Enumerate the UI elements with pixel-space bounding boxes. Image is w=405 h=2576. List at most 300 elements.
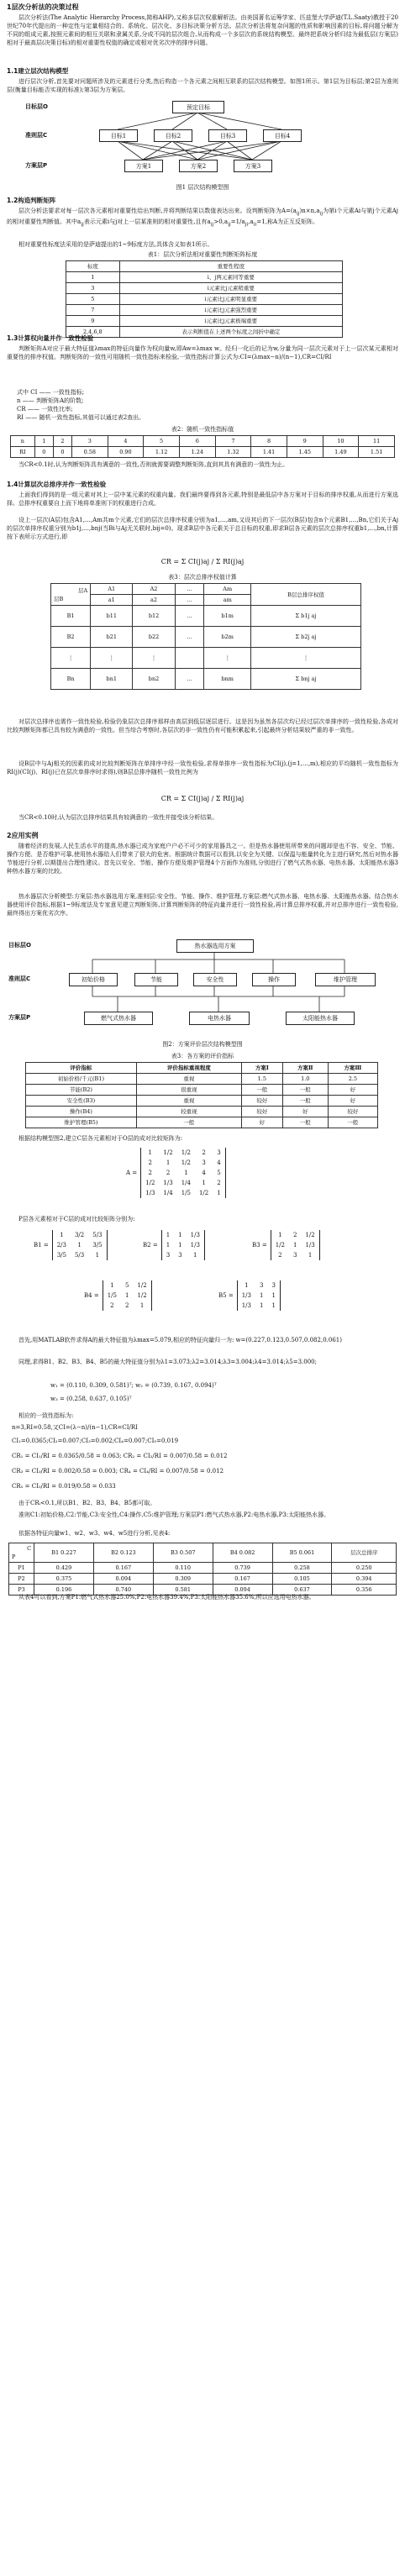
table-row: [66, 316, 343, 327]
definition-line: CR —— 一致性比率;: [17, 406, 73, 413]
matrix-cell: 3: [259, 1282, 264, 1289]
definition-line: n —— 判断矩阵A的阶数;: [17, 397, 84, 404]
table-cell: 安全性(B3): [26, 1096, 137, 1107]
table-cell: 2.5: [328, 1074, 377, 1085]
matrix-b1: [34, 1230, 108, 1260]
cr-values-line: CR₅ = CI₅/RI = 0.019/0.58 = 0.033: [12, 1483, 116, 1490]
table-cell: 1.45: [287, 447, 323, 458]
table-cell: 1.5: [241, 1074, 282, 1085]
table-cell: 11: [359, 436, 395, 447]
table-cell: 1.12: [144, 447, 180, 458]
section-1-4-heading: 1.4计算层次总排序并作一致性检验: [7, 481, 107, 488]
table-header: RI: [11, 447, 35, 458]
table-row: [66, 294, 343, 305]
criteria-node: 目标3: [208, 129, 247, 142]
section-2-paragraph-2: 热水器层次分析模型:方案层:热水器选用方案,准则层:安全性、节能、操作、维护管理,方案层:燃气式热水器、电热水器、太阳能热水器。结合热水器使用评价指标,根据1~9标度法及专家意见建立判断矩阵,计算判断矩阵的特征向量并进行一致性检验,再计算总排序权重,并对总排序进行一致性检验,最终得出方案优劣次序。: [7, 893, 398, 917]
table-header: 方案Ⅱ: [282, 1063, 328, 1074]
goal-node: 预定目标: [172, 101, 224, 113]
criteria-layer-label: 准则层C: [8, 975, 31, 982]
table-row: [9, 1574, 397, 1585]
table-row: [51, 627, 361, 648]
criteria-node: 目标2: [154, 129, 192, 142]
table-cell: 0.356: [332, 1585, 397, 1596]
table-4-caption: 表3：各方案的评价指标: [171, 1053, 234, 1059]
figure-1-caption: 图1 层次结构模型图: [176, 184, 229, 191]
table-cell: 0.110: [153, 1563, 213, 1574]
table-2-ri: [10, 435, 395, 458]
matrix-row: [141, 1158, 226, 1168]
matrix-cell: 2: [292, 1232, 297, 1238]
table-3-caption: 表3：层次总排序权值计算: [168, 574, 237, 581]
table-cell: 1: [66, 272, 120, 283]
table-cell: 初始价格/千元(B1): [26, 1074, 137, 1085]
matrix-cell: 1/3: [241, 1292, 251, 1299]
table-cell: bn2: [133, 669, 175, 690]
table-cell: 一般: [136, 1117, 241, 1128]
matrix-body: [237, 1280, 281, 1311]
matrix-cell: 1/2: [275, 1242, 285, 1249]
section-1-4-paragraph-4: 设B层中与Aj相关的因素的成对比较判断矩阵在单排序中经一致性检验,求得单排序一致性指标为CI(j),(j=1,…,m),相应的平均随机一致性指标为RI(j)(CI(j)、RI(j)已在层次单排序时求得),则B层总排序随机一致性比例为: [7, 760, 398, 775]
matrix-row: [271, 1250, 319, 1260]
plan-node: 方案2: [179, 160, 218, 172]
matrix-cell: 1/3: [305, 1242, 315, 1249]
table-cell: 较好: [241, 1107, 282, 1117]
table-cell: 1.49: [323, 447, 359, 458]
table-cell: 1: [34, 436, 53, 447]
matrix-name: A =: [126, 1170, 138, 1176]
matrix-cell: 1: [184, 1170, 188, 1176]
plan-node: 方案3: [234, 160, 272, 172]
goal-node: 热水器选用方案: [176, 939, 254, 953]
matrix-row: [237, 1301, 280, 1311]
symbol-definitions: [17, 388, 387, 422]
matrix-name: B2 =: [143, 1242, 158, 1249]
section-2-paragraph-3: 根据结构模型图2,建立C层各元素相对于O层的成对比较矩阵为:: [18, 1135, 183, 1142]
table-cell: ⋮: [204, 648, 251, 669]
table-cell: 5: [66, 294, 120, 305]
figure-2-caption: 图2：方案评价层次结构模型图: [162, 1041, 243, 1048]
table-cell: 0.581: [153, 1585, 213, 1596]
table-cell: b1m: [204, 606, 251, 627]
matrix-cell: 5/3: [74, 1252, 85, 1259]
table-row: [9, 1563, 397, 1574]
matrix-cell: 1/2: [163, 1149, 173, 1156]
corner-bottom-label: P: [12, 1553, 16, 1560]
matrix-cell: 1: [166, 1242, 171, 1249]
matrix-row: [52, 1230, 107, 1240]
table-cell: Bn: [51, 669, 91, 690]
table-cell: 0.309: [153, 1574, 213, 1585]
matrix-cell: 1/4: [181, 1180, 191, 1186]
plan-node: 燃气式热水器: [84, 1012, 153, 1025]
matrix-cell: 3: [178, 1252, 182, 1259]
table-row: [11, 436, 395, 447]
matrix-cell: 1: [245, 1282, 249, 1289]
criteria-node: 目标1: [99, 129, 138, 142]
table-cell: 1.24: [179, 447, 215, 458]
figure-1-hierarchy: [25, 101, 378, 181]
matrix-cell: 2/3: [56, 1242, 66, 1249]
table-3-total-ranking: [50, 583, 361, 690]
section-2-paragraph-11: 从表4可以看到,方案P1:燃气式热水器25.0%,P2:电热水器39.4%,P3:太阳能热水器35.6%,所以应选用电热水器。: [18, 1594, 315, 1601]
table-cell: Σ b2j aj: [250, 627, 360, 648]
matrix-cell: 3: [166, 1252, 171, 1259]
table-cell: b2m: [204, 627, 251, 648]
matrix-cell: 2: [166, 1170, 171, 1176]
matrix-body: [161, 1230, 205, 1260]
table-corner: [9, 1543, 34, 1563]
matrix-cell: 1/4: [163, 1190, 173, 1196]
matrix-cell: 2: [278, 1252, 282, 1259]
section-2-paragraph-7: 相应的一致性指标为:: [18, 1412, 74, 1419]
table-1-scale: [66, 260, 343, 338]
table-cell: b12: [133, 606, 175, 627]
table-header: a1: [91, 595, 133, 606]
table-header-row: [9, 1543, 397, 1563]
table-cell: 4: [108, 436, 144, 447]
table-cell: 表示判断值在上述两个标度之间折中确定: [119, 327, 342, 338]
table-header: …: [175, 595, 204, 606]
table-cell: 重视: [136, 1074, 241, 1085]
table-cell: …: [175, 669, 204, 690]
table-cell: 0.094: [93, 1574, 153, 1585]
matrix-cell: 1: [124, 1292, 129, 1299]
matrix-cell: 1/5: [107, 1292, 117, 1299]
table-cell: Σ b1j aj: [250, 606, 360, 627]
matrix-cell: 1: [95, 1252, 100, 1259]
goal-layer-label: 目标层O: [8, 942, 31, 949]
matrix-row: [103, 1301, 151, 1311]
table-header: n: [11, 436, 35, 447]
table-cell: 很重视: [136, 1085, 241, 1096]
section-1-3-heading: 1.3计算权向量并作一致性检验: [7, 334, 94, 342]
table-cell: …: [175, 606, 204, 627]
matrix-cell: 1: [148, 1149, 153, 1156]
table-cell: i、j两元素同等重要: [119, 272, 342, 283]
table-row: [51, 648, 361, 669]
table-cell: 好: [328, 1085, 377, 1096]
matrix-cell: 1/2: [181, 1149, 191, 1156]
section-2-paragraph-1: 随着经济的发展,人民生活水平的提高,热水器已成为家庭户户必不可少的家用器具之一。但是热水器使用所带来的问题却是也不容、安全、节能、操作方便、是否维护可靠,使用热水器给人们带来了很大的危害。根据统计数据可以看到,以安全为关键、以保温与能量转化为主进行研究,然后对热水器节能进行分析,以期提出合理性建议。首先以安全、节能、操作方便及维护管理4个方面作为准则,分别进行了燃气式热水器、电热水器、太阳能热水器3种热水器方案的比较。: [7, 843, 398, 875]
matrix-cell: 1: [77, 1242, 82, 1249]
table-header: am: [204, 595, 251, 606]
section-1-1-heading: 1.1建立层次结构模型: [7, 67, 69, 75]
matrix-body: [103, 1280, 152, 1311]
table-cell: 0.90: [108, 447, 144, 458]
matrix-row: [141, 1168, 226, 1178]
table-row: [26, 1096, 378, 1107]
table-cell: 9: [287, 436, 323, 447]
matrix-row: [271, 1240, 319, 1250]
matrix-cell: 1/5: [181, 1190, 191, 1196]
table-cell: 好: [328, 1096, 377, 1107]
table-cell: P3: [9, 1585, 34, 1596]
table-cell: Σ bnj aj: [250, 669, 360, 690]
table-cell: 1.41: [251, 447, 287, 458]
criteria-node: 维护管理: [315, 973, 376, 986]
section-2-paragraph-10: 依据各特征向量w1、w2、w3、w4、w5进行分析,见表4:: [18, 1530, 171, 1537]
matrix-cell: 3: [292, 1252, 297, 1259]
table-header: B5 0.061: [272, 1543, 332, 1563]
criteria-node: 操作: [252, 973, 296, 986]
table-cell: 0.429: [34, 1563, 94, 1574]
section-1-2-paragraph: 层次分析法要求对每一层次各元素相对重要性给出判断,并将判断结果以数值表达出来。设判断矩阵为$A=(a_{ij})n\times n,a_{ij}$为第i个元素Ai与第j个元素Aj的相对重要性判断值。其中$a_{ij}$表示元素i与j对上一层某准则的相对重要性,且有$a_{ij}>0,a_{ij}=1/a_{ji},a_{ii}=1$,称A为正互反矩阵。: [7, 208, 398, 228]
table-cell: b21: [91, 627, 133, 648]
matrix-cell: 1: [166, 1159, 171, 1166]
table-cell: 8: [251, 436, 287, 447]
section-1-1-paragraph: 进行层次分析,首先要对问题所涉及的元素进行分类,然后构造一个各元素之间相互联系的层次结构模型。如图1所示。第1层为目标层;第2层为准则层(衡量目标能否实现的标准);第3层为方案层。: [7, 78, 398, 93]
matrix-cell: 3: [217, 1149, 221, 1156]
matrix-cell: 1/3: [190, 1242, 200, 1249]
matrix-row: [161, 1240, 204, 1250]
plan-node: 方案1: [124, 160, 163, 172]
table-cell: 重视: [136, 1096, 241, 1107]
eigenvector-line: w₃ = (0.258, 0.637, 0.105)ᵀ: [50, 1396, 132, 1402]
matrix-b2: [143, 1230, 205, 1260]
section-1-2-heading: 1.2构造判断矩阵: [7, 197, 56, 204]
table-cell: 6: [179, 436, 215, 447]
matrix-a: [126, 1148, 226, 1198]
table-cell: i元素比j元素极端重要: [119, 316, 342, 327]
table-header: B2 0.123: [93, 1543, 153, 1563]
table-row: [51, 669, 361, 690]
cr-values-line: CR₃ = CI₃/RI = 0.002/0.58 = 0.003; CR₄ = CI₄/RI = 0.007/0.58 = 0.012: [12, 1468, 224, 1475]
plan-node: 太阳能热水器: [286, 1012, 355, 1025]
plan-layer-label: 方案层P: [8, 1014, 31, 1021]
matrix-cell: 1/2: [198, 1190, 209, 1196]
table-cell: 0.375: [34, 1574, 94, 1585]
table-cell: 好: [241, 1117, 282, 1128]
matrix-cell: 2: [148, 1170, 153, 1176]
plan-layer-label: 方案层P: [25, 162, 48, 169]
table-header: a2: [133, 595, 175, 606]
table-header: B3 0.507: [153, 1543, 213, 1563]
matrix-cell: 5: [124, 1282, 129, 1289]
table-cell: i元素比j元素稍重要: [119, 283, 342, 294]
table-corner: [51, 584, 91, 606]
table-cell: 0: [53, 447, 71, 458]
table-header: 层次总排序: [332, 1543, 397, 1563]
table-cell: 一般: [282, 1117, 328, 1128]
matrix-cell: 1: [60, 1232, 64, 1238]
matrix-cell: 1/3: [241, 1302, 251, 1309]
section-2-paragraph-5: 首先,用MATLAB软件求得A的最大特征值为λmax=5.079,相应的特征向量归一为: w=(0.227,0.123,0.507,0.082,0.061): [18, 1337, 342, 1343]
table-cell: 5: [144, 436, 180, 447]
matrix-b3: [252, 1230, 320, 1260]
table-header: A1: [91, 584, 133, 595]
table-4-criteria: [25, 1062, 378, 1128]
table-cell: 2: [53, 436, 71, 447]
table-row: [11, 447, 395, 458]
table-header: …: [175, 584, 204, 595]
table-cell: 7: [215, 436, 251, 447]
table-cell: 2,4,6,8: [66, 327, 120, 338]
table-cell: i元素比j元素强烈重要: [119, 305, 342, 316]
corner-top-label: C: [27, 1545, 32, 1552]
table-cell: 3: [66, 283, 120, 294]
matrix-row: [141, 1148, 226, 1158]
matrix-b4: [84, 1280, 152, 1311]
ci-values-line: CI₁=0.0365;CI₂=0.007;CI₃=0.002;CI₄=0.007;CI₅=0.019: [12, 1438, 179, 1444]
table-cell: 节能(B2): [26, 1085, 137, 1096]
matrix-row: [52, 1250, 107, 1260]
table-cell: 一般: [328, 1117, 377, 1128]
section-1-2-paragraph-2: 相对重要性标度法采用的是萨迪提出的1~9标度方法,具体含义如表1所示。: [18, 241, 213, 248]
table-header: 方案Ⅲ: [328, 1063, 377, 1074]
matrix-cell: 1: [166, 1232, 171, 1238]
table-header-row: [66, 261, 343, 272]
matrix-cell: 1/2: [305, 1232, 315, 1238]
table-cell: 维护管理(B5): [26, 1117, 137, 1128]
section-2-heading: 2应用实例: [7, 832, 39, 839]
table-cell: ⋮: [91, 648, 133, 669]
table-cell: 10: [323, 436, 359, 447]
table-cell: 7: [66, 305, 120, 316]
matrix-cell: 1/3: [190, 1232, 200, 1238]
criteria-node: 初始价格: [69, 973, 118, 986]
matrix-cell: 2: [217, 1180, 221, 1186]
matrix-cell: 3: [271, 1282, 276, 1289]
table-row: [66, 272, 343, 283]
matrix-row: [161, 1250, 204, 1260]
table-cell: ⋮: [51, 648, 91, 669]
table-header-row: [51, 584, 361, 595]
matrix-cell: 1: [278, 1232, 282, 1238]
section-2-paragraph-6: 同理,求得B1、B2、B3、B4、B5的最大特征值分别为λ1=3.073;λ2=3.014;λ3=3.004;λ4=3.014;λ5=3.000;: [18, 1359, 317, 1365]
matrix-cell: 1: [271, 1292, 276, 1299]
table-header: B4 0.082: [213, 1543, 272, 1563]
table-cell: 0: [34, 447, 53, 458]
matrix-cell: 1: [271, 1302, 276, 1309]
table-header: B层总排序权值: [250, 584, 360, 606]
matrix-name: B4 =: [84, 1292, 99, 1299]
matrix-name: B5 =: [218, 1292, 234, 1299]
criteria-node: 安全性: [193, 973, 237, 986]
table-cell: i元素比j元素明显重要: [119, 294, 342, 305]
table-cell: 0.258: [272, 1563, 332, 1574]
table-cell: 0.58: [71, 447, 108, 458]
table-cell: 9: [66, 316, 120, 327]
matrix-cell: 1: [308, 1252, 313, 1259]
section-1-4-paragraph-2: 设上一层次(A层)包含A1,…,Am共m个元素,它们的层次总排序权重分别为a1,…,am,又设其后的下一层次(B层)包含n个元素B1,…,Bn,它们关于Aj的层次单排序权重分别为b1j,…,bnj(当Bi与Aj无关联时,bij=0)。现求B层中各元素关于总目标的权重,即求B层各元素的层次总排序权重b1,…,bn,计算按下表所示方式进行,即: [7, 517, 398, 540]
table-cell: 一般: [241, 1085, 282, 1096]
matrix-cell: 1: [193, 1252, 197, 1259]
matrix-cell: 1: [110, 1282, 114, 1289]
matrix-cell: 3/5: [92, 1242, 103, 1249]
criteria-node: 节能: [134, 973, 178, 986]
matrix-name: B1 =: [34, 1242, 49, 1249]
table-header: 标度: [66, 261, 120, 272]
matrix-row: [237, 1291, 280, 1301]
matrix-cell: 5/3: [92, 1232, 103, 1238]
definition-line: RI —— 随机一致性指标,其值可以通过表2查出。: [17, 414, 145, 421]
matrix-cell: 4: [217, 1159, 221, 1166]
section-2-paragraph-9: 准则C1:初始价格,C2:节能,C3:安全性,C4:操作,C5:维护管理;方案层P1:燃气式热水器,P2:电热水器,P3:太阳能热水器。: [18, 1511, 330, 1518]
table-header: B1 0.227: [34, 1543, 94, 1563]
table-cell: [175, 648, 204, 669]
table-header: 重要性程度: [119, 261, 342, 272]
matrix-row: [271, 1230, 319, 1240]
section-2-paragraph-8: 由于CRᵢ<0.1,所以B1、B2、B3、B4、B5都可取。: [18, 1500, 156, 1506]
matrix-b5: [218, 1280, 281, 1311]
table-row: [26, 1085, 378, 1096]
section-2-paragraph-4: P层各元素相对于C层的成对比较矩阵分别为:: [18, 1216, 135, 1222]
section-1-4-paragraph-3: 对层次总排序也需作一致性检验,检验仍象层次总排序那样由高层到低层逐层进行。这是因为虽然各层次均已经过层次单排序的一致性检验,各成对比较判断矩阵都已具有较为满意的一致性。但当综合考察时,各层次的非一致性仍有可能积累起来,引起最终分析结果较严重的非一致性。: [7, 718, 398, 733]
table-cell: B1: [51, 606, 91, 627]
table-row: [51, 606, 361, 627]
section-1-3-paragraph-2: 当CR<0.1时,认为判断矩阵具有满意的一致性,否则就需要调整判断矩阵,直到其具有满意的一致性为止。: [18, 461, 289, 468]
table-header: 评价指标: [26, 1063, 137, 1074]
table-cell: 3: [71, 436, 108, 447]
table-cell: 0.105: [272, 1574, 332, 1585]
table-cell: 一般: [282, 1085, 328, 1096]
table-cell: 0.637: [272, 1585, 332, 1596]
table-cell: bn1: [91, 669, 133, 690]
eigenvector-line: w₁ = (0.110, 0.309, 0.581)ᵀ; w₂ = (0.739, 0.167, 0.094)ᵀ: [50, 1382, 217, 1389]
section-1-3-paragraph: 判断矩阵A对应于最大特征值λmax的特征向量作为权向量w,即Aw=λmax w。经归一化后的记为w,分量为同一层次元素对于上一层次某元素相对重要性的排序权值。判断矩阵的一致性可用随机一致性指标来检验,一致性指标计算公式为:CI=(λmax−n)/(n−1),CR=CI/RI: [7, 345, 398, 360]
matrix-body: [52, 1230, 108, 1260]
table-5-total-ranking: [8, 1543, 397, 1596]
goal-layer-label: 目标层O: [25, 103, 48, 110]
table-cell: 1.0: [282, 1074, 328, 1085]
matrix-row: [141, 1188, 226, 1198]
matrix-row: [237, 1280, 280, 1291]
figure-2-hierarchy: [8, 938, 395, 1037]
matrix-cell: 1/2: [145, 1180, 155, 1186]
matrix-row: [141, 1178, 226, 1188]
table-cell: 0.740: [93, 1585, 153, 1596]
table-cell: 操作(B4): [26, 1107, 137, 1117]
table-2-caption: 表2：随机一致性指标值: [171, 426, 234, 433]
table-header: Am: [204, 584, 251, 595]
matrix-cell: 1: [292, 1242, 297, 1249]
table-cell: 1.32: [215, 447, 251, 458]
matrix-body: [140, 1148, 226, 1198]
section-1-paragraph: 层次分析法(The Analytic Hierarchy Process,简称AHP),又称多层次权重解析法。由美国著名运筹学家、匹兹堡大学萨迪(T.L.Saaty)教授于20世纪70年代提出的一种定性与定量相结合的、系统化、层次化、多目标决策分析方法。层次分析法将复杂问题的性质和影响因素的目标,将问题分解为不同的组成元素,按照元素间的相互关联和隶属关系,分成不同的层次组合,从而构成一个多层次的系统结构模型。最终把系统分析归结为最低层(方案层)相对于最高层(决策目标)的相对重要性权值的确定或相对优劣次序的排序问题。: [7, 14, 398, 46]
table-cell: 0.196: [34, 1585, 94, 1596]
matrix-cell: 1: [259, 1292, 264, 1299]
matrix-cell: 1/3: [163, 1180, 173, 1186]
corner-bottom-label: 层B: [54, 595, 64, 602]
table-header: A2: [133, 584, 175, 595]
section-1-4-paragraph-1: 上面我们得到的是一组元素对其上一层中某元素的权重向量。我们最终要得到各元素,特别是最低层中各方案对于目标的排序权重,从而进行方案选择。总排序权重要自上而下地将单准则下的权重进行合成。: [7, 492, 398, 507]
table-cell: B2: [51, 627, 91, 648]
matrix-cell: 1: [217, 1190, 221, 1196]
table-row: [26, 1074, 378, 1085]
table-header: 方案Ⅰ: [241, 1063, 282, 1074]
matrix-cell: 2: [148, 1159, 153, 1166]
table-row: [26, 1117, 378, 1128]
table-cell: 0.394: [332, 1574, 397, 1585]
table-cell: bnm: [204, 669, 251, 690]
definition-line: 式中 CI —— 一致性指标;: [17, 389, 85, 396]
matrix-cell: 5: [217, 1170, 221, 1176]
matrix-cell: 1/2: [137, 1292, 147, 1299]
table-cell: 0.094: [213, 1585, 272, 1596]
matrix-cell: 1/2: [181, 1159, 191, 1166]
section-1-4-paragraph-5: 当CR<0.10时,认为层次总排序结果具有较满意的一致性并接受该分析结果。: [18, 814, 218, 821]
table-cell: 0.250: [332, 1563, 397, 1574]
criteria-layer-label: 准则层C: [25, 132, 48, 139]
total-weight-formula: CR = Σ CI(j)aj / Σ RI(j)aj: [160, 558, 245, 565]
matrix-cell: 3/2: [74, 1232, 85, 1238]
cr-total-formula: CR = Σ CI(j)aj / Σ RI(j)aj: [160, 795, 245, 802]
table-cell: b22: [133, 627, 175, 648]
criteria-node: 目标4: [263, 129, 302, 142]
table-cell: 1.51: [359, 447, 395, 458]
matrix-row: [161, 1230, 204, 1240]
table-cell: …: [175, 627, 204, 648]
